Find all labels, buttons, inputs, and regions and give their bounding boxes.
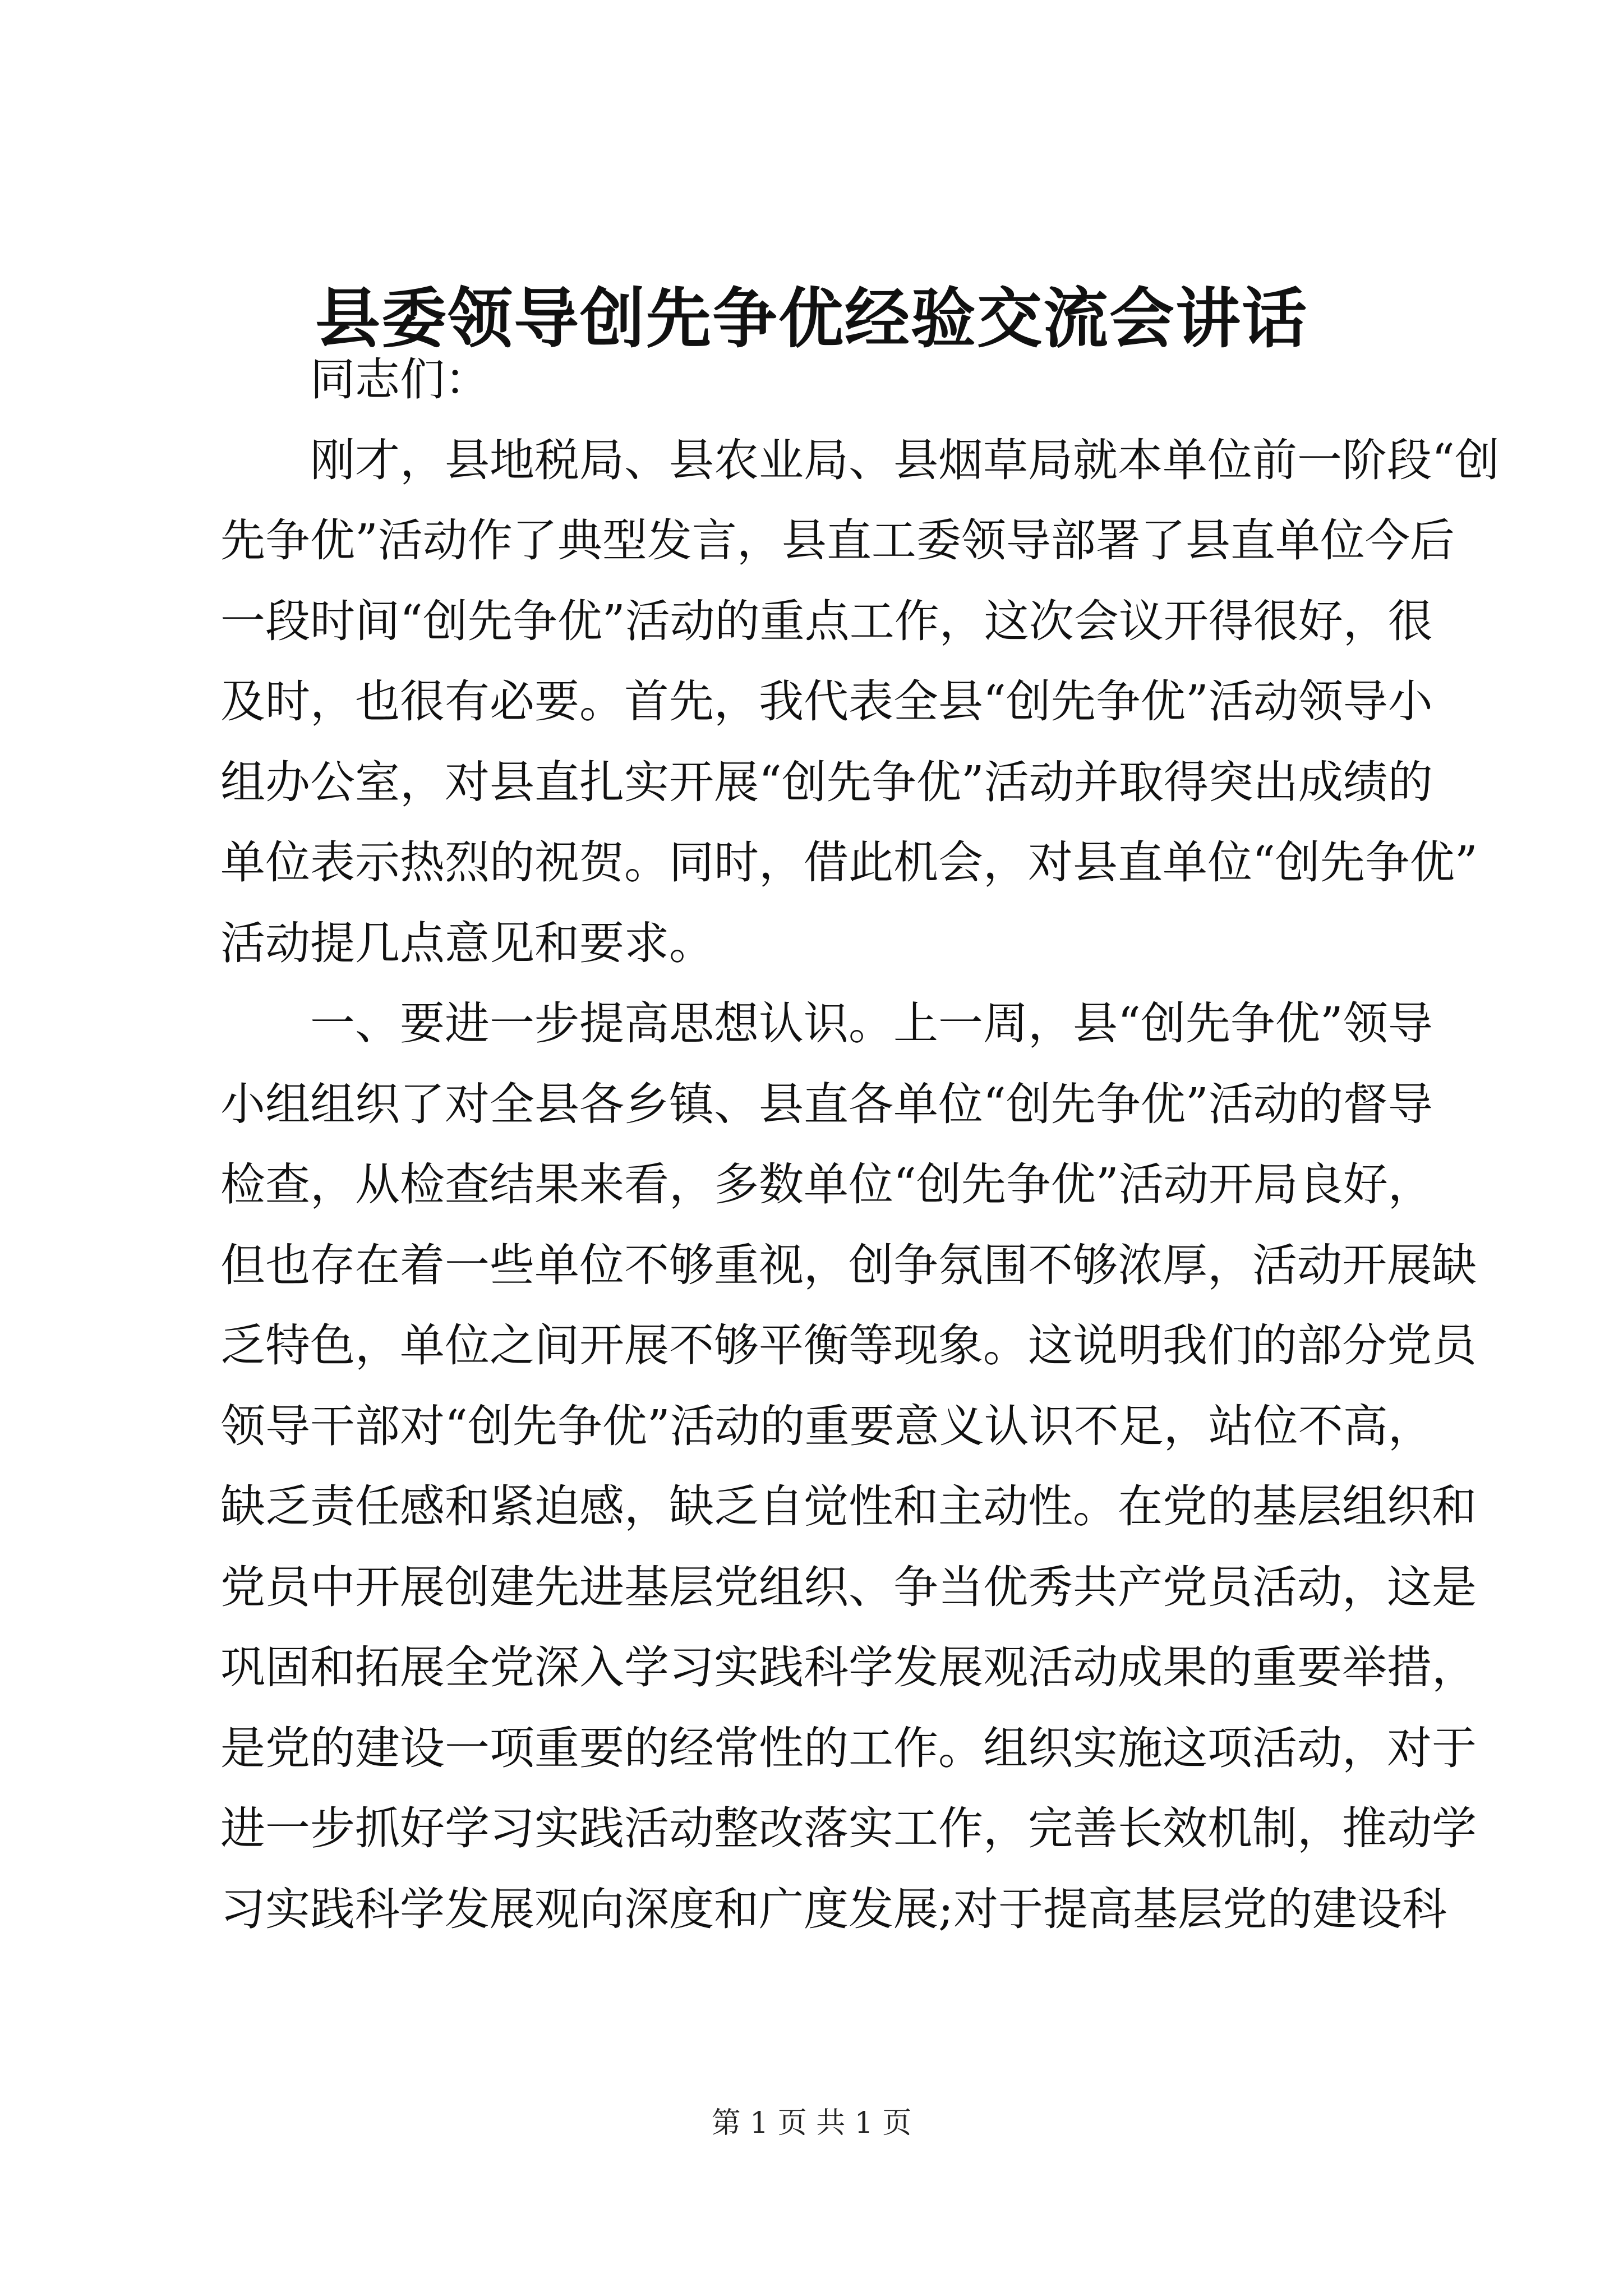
paragraph-line: 刚才，县地税局、县农业局、县烟草局就本单位前一阶段“创 bbox=[310, 434, 1500, 486]
paragraph-line: 小组组织了对全县各乡镇、县直各单位“创先争优”活动的督导 bbox=[220, 1078, 1433, 1130]
paragraph-line: 一段时间“创先争优”活动的重点工作，这次会议开得很好，很 bbox=[220, 595, 1433, 647]
paragraph-line: 习实践科学发展观向深度和广度发展;对于提高基层党的建设科 bbox=[220, 1883, 1447, 1935]
paragraph-line: 及时，也很有必要。首先，我代表全县“创先争优”活动领导小 bbox=[220, 675, 1433, 728]
paragraph-line: 组办公室，对县直扎实开展“创先争优”活动并取得突出成绩的 bbox=[220, 756, 1433, 808]
document-body bbox=[220, 339, 1500, 1949]
paragraph-line: 检查，从检查结果来看，多数单位“创先争优”活动开局良好， bbox=[220, 1158, 1433, 1211]
paragraph-line: 但也存在着一些单位不够重视，创争氛围不够浓厚，活动开展缺 bbox=[220, 1239, 1477, 1291]
paragraph-line: 巩固和拓展全党深入学习实践科学发展观活动成果的重要举措， bbox=[220, 1641, 1477, 1694]
paragraph-line: 是党的建设一项重要的经常性的工作。组织实施这项活动，对于 bbox=[220, 1722, 1477, 1774]
paragraph-line: 缺乏责任感和紧迫感，缺乏自觉性和主动性。在党的基层组织和 bbox=[220, 1480, 1477, 1533]
paragraph-line: 活动提几点意见和要求。 bbox=[220, 917, 714, 969]
page-footer: 第 1 页 共 1 页 bbox=[711, 2106, 912, 2140]
paragraph-line: 先争优”活动作了典型发言，县直工委领导部署了县直单位今后 bbox=[220, 514, 1455, 567]
paragraph-line: 单位表示热烈的祝贺。同时，借此机会，对县直单位“创先争优” bbox=[220, 836, 1478, 889]
paragraph-line: 党员中开展创建先进基层党组织、争当优秀共产党员活动，这是 bbox=[220, 1561, 1477, 1613]
paragraph-line: 进一步抓好学习实践活动整改落实工作，完善长效机制，推动学 bbox=[220, 1802, 1477, 1855]
document-title: 县委领导创先争优经验交流会讲话 bbox=[315, 280, 1308, 357]
paragraph-line: 领导干部对“创先争优”活动的重要意义认识不足，站位不高， bbox=[220, 1400, 1433, 1452]
paragraph-line: 一、要进一步提高思想认识。上一周，县“创先争优”领导 bbox=[310, 997, 1433, 1050]
paragraph-line: 乏特色，单位之间开展不够平衡等现象。这说明我们的部分党员 bbox=[220, 1319, 1477, 1372]
salutation-line: 同志们： bbox=[310, 353, 490, 406]
